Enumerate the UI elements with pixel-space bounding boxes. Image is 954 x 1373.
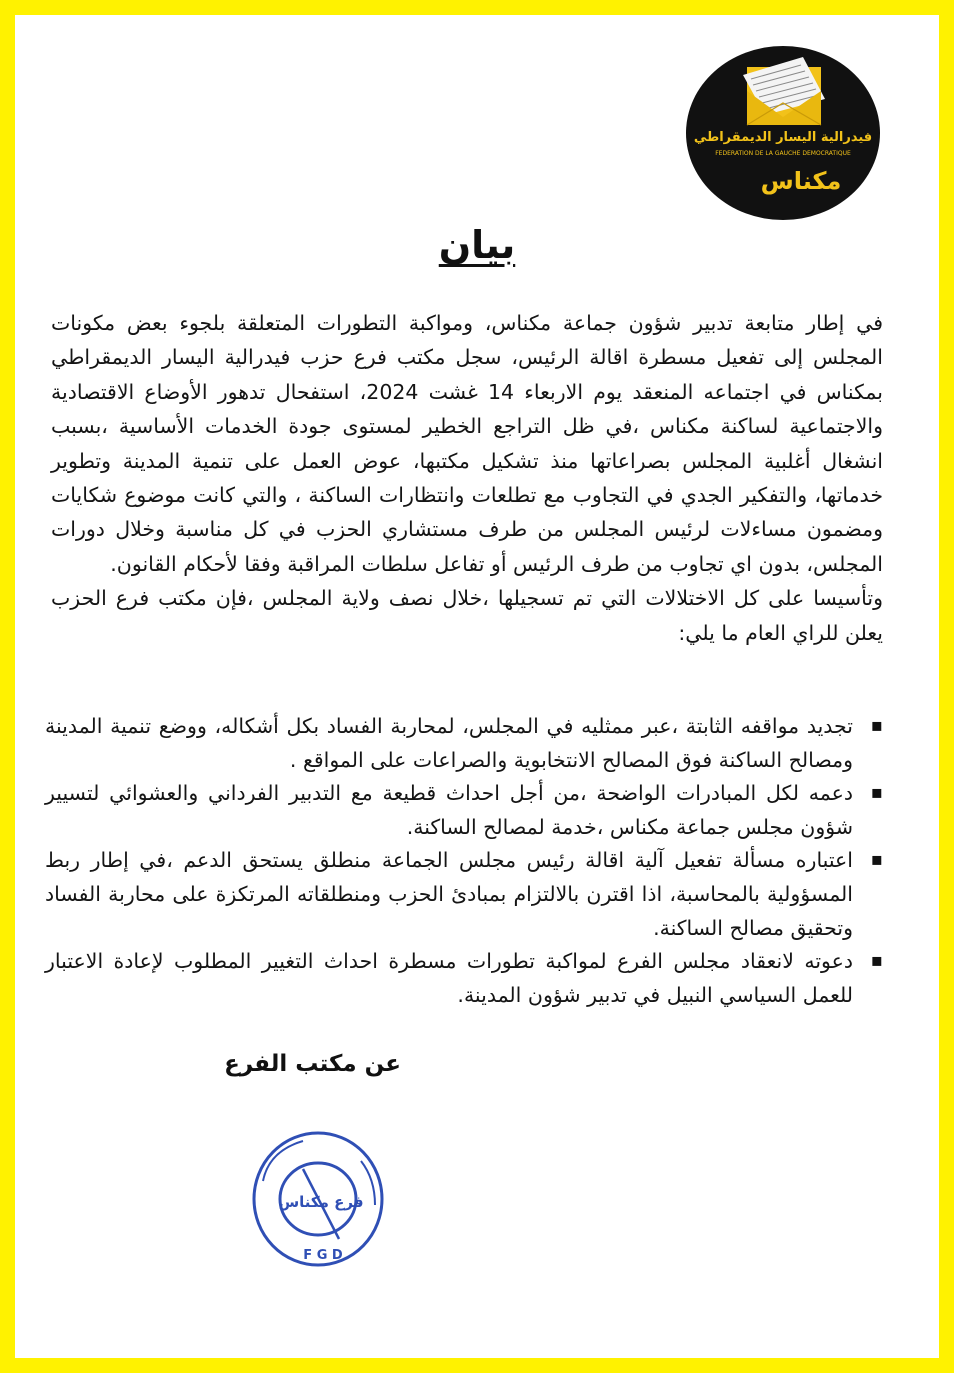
- logo-french-name: FEDERATION DE LA GAUCHE DEMOCRATIQUE: [715, 150, 851, 157]
- document-title: بيان: [438, 223, 516, 267]
- logo-arabic-name: فيدرالية اليسار الديمقراطي: [693, 130, 873, 145]
- stamp-center-text: فرع مكناس: [278, 1193, 364, 1211]
- declaration-paragraph: وتأسيسا على كل الاختلالات التي تم تسجيلها ،خلال نصف ولاية المجلس ،فإن مكتب فرع الحزب يعلن للراي العام ما يلي:: [51, 586, 883, 645]
- list-item: ▪ دعمه لكل المبادرات الواضحة ،من أجل احداث قطيعة مع التدبير الفرداني والعشوائي لتسيير شؤون مجلس جماعة مكناس ،خدمة لمصالح الساكنة.: [45, 776, 853, 845]
- stamp-initials: F G D: [303, 1248, 343, 1263]
- list-item: ▪ تجديد مواقفه الثابتة ،عبر ممثليه في المجلس، لمحاربة الفساد بكل أشكاله، ووضع تنمية المدينة ومصالح الساكنة فوق المصالح الانتخابوية والصراعات على المواقع .: [45, 709, 853, 778]
- party-logo: [685, 45, 881, 221]
- official-stamp: [243, 1121, 393, 1281]
- resolutions-list: [45, 709, 853, 1013]
- signature-line: عن مكتب الفرع: [224, 1051, 401, 1077]
- list-item: ▪ دعوته لانعقاد مجلس الفرع لمواكبة تطورات مسطرة احداث التغيير المطلوب لإعادة الاعتبار للعمل السياسي النبيل في تدبير شؤون المدينة.: [45, 944, 853, 1013]
- list-item: ▪ اعتباره مسألة تفعيل آلية اقالة رئيس مجلس الجماعة منطلق يستحق الدعم ،في إطار ربط المسؤولية بالمحاسبة، اذا اقترن بالالتزام بمبادئ الحزب ومنطلقاته المرتكزة على محاربة الفساد وتحقيق مصالح الساكنة.: [45, 843, 853, 946]
- intro-paragraph: في إطار متابعة تدبير شؤون جماعة مكناس، ومواكبة التطورات المتعلقة بلجوء بعض مكونات المجلس إلى تفعيل مسطرة اقالة الرئيس، سجل مكتب فرع حزب فيدرالية اليسار الديمقراطي بمكناس في اجتماعه المنعقد يوم الاربعاء 14 غشت 2024، استفحال تدهور الأوضاع الاقتصادية والاجتماعية لساكنة مكناس ،في ظل التراجع الخطير لمستوى جودة الخدمات الأساسية ،بسبب انشغال أغلبية المجلس بصراعاتها منذ تشكيل مكتبها، عوض العمل على تنمية المدينة وتطوير خدماتها، والتفكير الجدي في التجاوب مع تطلعات وانتظارات الساكنة ، والتي كانت موضوع شكايات ومضمون مساءلات لرئيس المجلس من طرف مستشاري الحزب في كل مناسبة وخلال دورات المجلس، بدون اي تجاوب من طرف الرئيس أو تفاعل سلطات المراقبة وفقا لأحكام القانون.: [51, 311, 883, 576]
- statement-body: [51, 306, 883, 650]
- logo-city: مكناس: [760, 167, 842, 195]
